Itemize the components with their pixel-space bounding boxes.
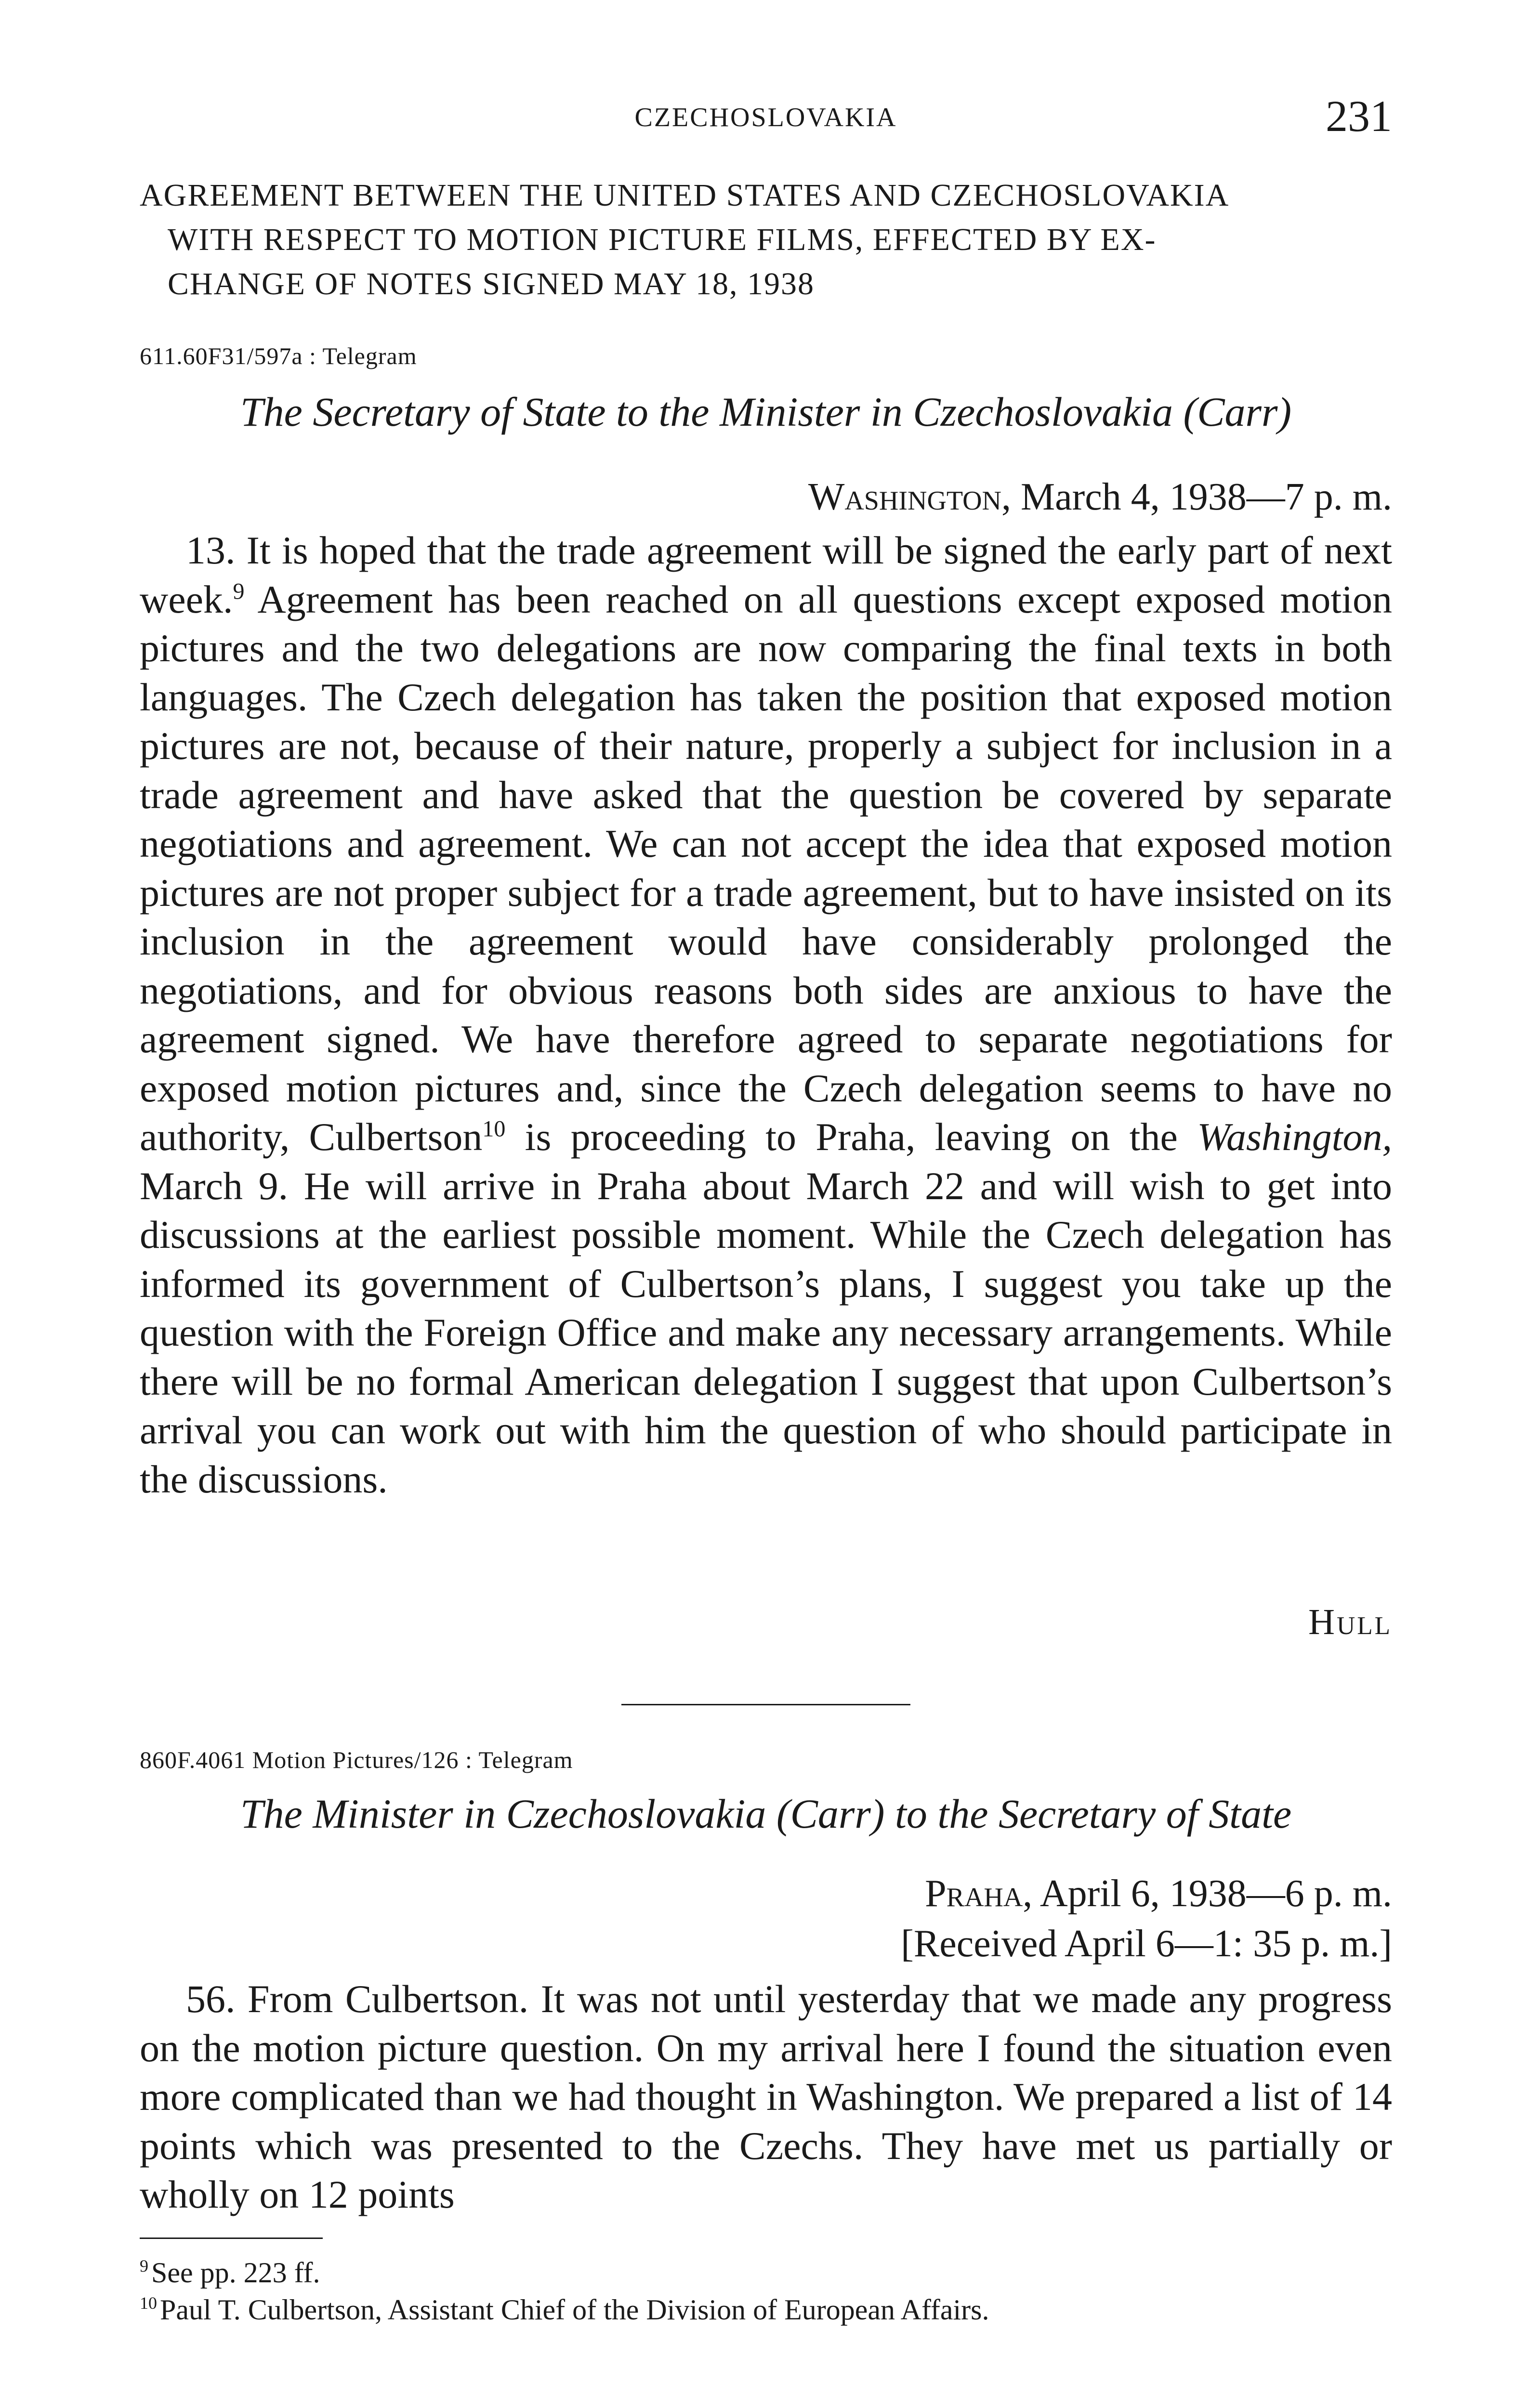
document-title (140, 173, 1392, 306)
footnote-text: Paul T. Culbertson, Assistant Chief of the Division of European Affairs. (160, 2294, 989, 2326)
dateline-date: April 6, 1938—6 p. m. (1039, 1872, 1392, 1915)
dateline-date: March 4, 1938—7 p. m. (1020, 476, 1392, 518)
received-line: [Received April 6—1: 35 p. m.] (901, 1923, 1392, 1965)
signature: Hull (1308, 1602, 1392, 1642)
document-page (140, 0, 1392, 2408)
page-number: 231 (1326, 92, 1392, 141)
footnote-mark: 9 (140, 2256, 148, 2276)
running-head (140, 91, 1392, 144)
footnote (140, 2248, 1392, 2290)
footnote (140, 2285, 1392, 2328)
document-title-line: WITH RESPECT TO MOTION PICTURE FILMS, EFFECTED BY EX- (168, 222, 1157, 257)
footnote-mark: 10 (140, 2293, 157, 2313)
dateline (808, 472, 1392, 522)
telegram-heading: The Secretary of State to the Minister in Czechoslovakia (Carr) (240, 389, 1292, 435)
telegram-body (140, 526, 1392, 1504)
document-title-line: CHANGE OF NOTES SIGNED MAY 18, 1938 (168, 266, 815, 301)
telegram-body: 56. From Culbertson. It was not until yesterday that we made any progress on the motion picture question. On my arrival here I found the situation even more complicated than we had thought in Washington. We prepared a list of 14 points which was presented to the Czechs. They have met us partially or wholly on 12 points (140, 1977, 1392, 2216)
running-title: CZECHOSLOVAKIA (634, 103, 897, 132)
telegram-heading: The Minister in Czechoslovakia (Carr) to the Secretary of State (240, 1791, 1292, 1837)
dateline (901, 1869, 1392, 1969)
document-title-line: AGREEMENT BETWEEN THE UNITED STATES AND CZECHOSLOVAKIA (140, 178, 1230, 213)
file-reference: 611.60F31/597a : Telegram (140, 342, 417, 369)
body-text: 13. It is hoped that the trade agreement will be signed the early part of next week. (140, 528, 1392, 621)
body-text: March 9. He will arrive in Praha about March 22 and will wish to get into discussions at the earliest possible moment. While the Czech delegation has informed its government of Culbertson’s plans, I suggest you take up the question with the Foreign Office and make any necessary arrangements. While there will be no formal American delegation I suggest that upon Culbertson’s arrival you can work out with him the question of who should participate in the discussions. (140, 1164, 1392, 1501)
dateline-place: Washington, (808, 476, 1011, 518)
section-divider (621, 1704, 910, 1705)
body-text: is proceeding to Praha, leaving on the (505, 1115, 1197, 1159)
footnote-reference: 10 (482, 1116, 506, 1142)
file-reference: 860F.4061 Motion Pictures/126 : Telegram (140, 1746, 573, 1773)
ship-name: Washington, (1197, 1115, 1392, 1159)
footnote-divider (140, 2238, 323, 2239)
dateline-place: Praha, (925, 1872, 1033, 1915)
footnote-reference: 9 (233, 578, 245, 604)
footnote-text: See pp. 223 ff. (151, 2257, 320, 2289)
body-text: Agreement has been reached on all questions except exposed motion pictures and the two delegations are now comparing the final texts in both languages. The Czech delegation has taken the position that exposed motion pictures are not, because of their nature, properly a subject for inclusion in a trade agreement and have asked that the question be covered by separate negotiations and agreement. We can not accept the idea that exposed motion pictures are not proper subject for a trade agreement, but to have insisted on its inclusion in the agreement would have considerably prolonged the negotiations, and for obvious reasons both sides are anxious to have the agreement signed. We have therefore agreed to separate negotiations for exposed motion pictures and, since the Czech delegation seems to have no authority, Culbertson (140, 577, 1392, 1159)
